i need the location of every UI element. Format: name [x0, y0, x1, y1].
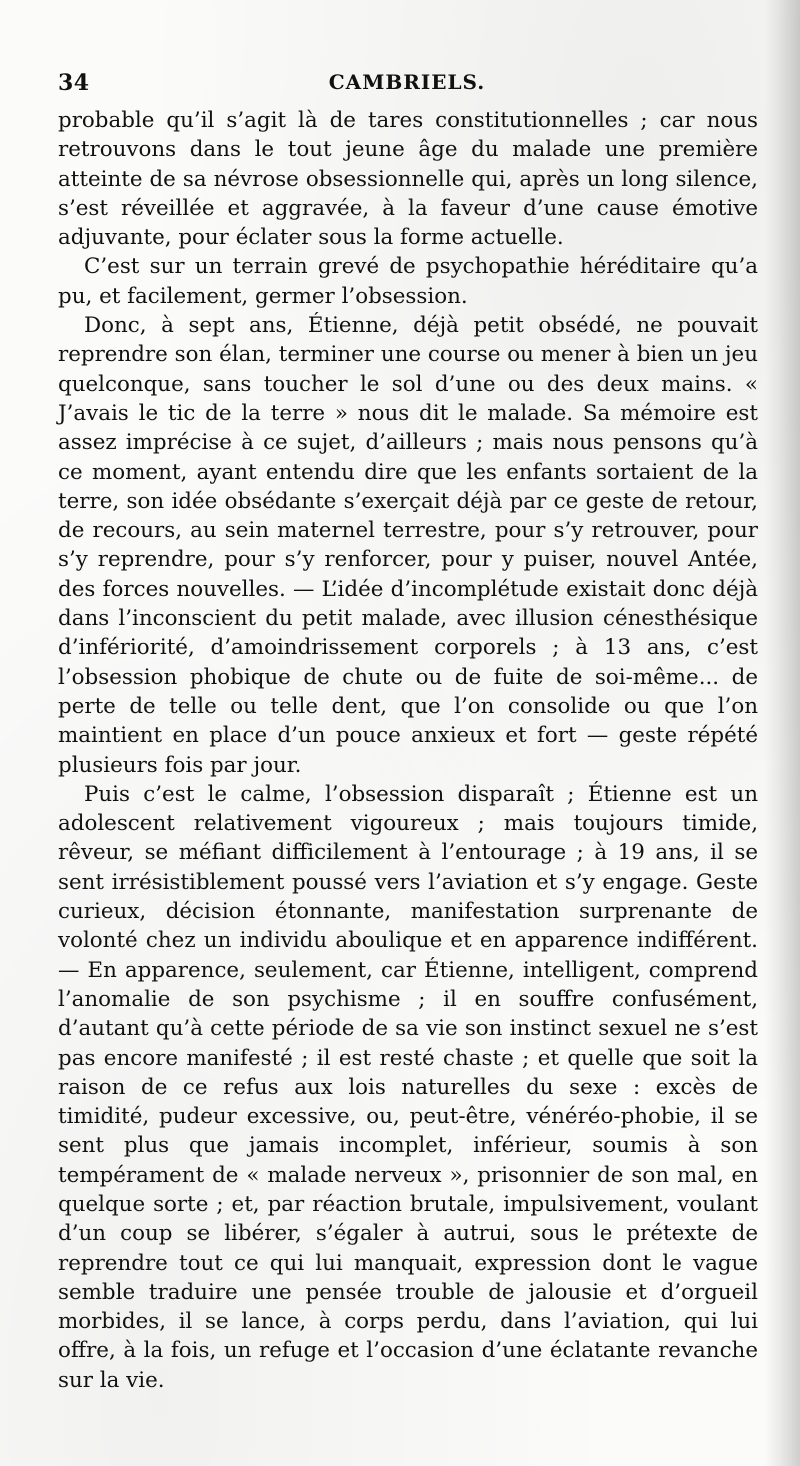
page-number: 34 — [58, 70, 90, 96]
page-edge-shadow — [764, 0, 800, 1466]
page-header — [58, 70, 756, 100]
body-text — [58, 106, 758, 1395]
paragraph: Donc, à sept ans, Étienne, déjà petit obsédé, ne pouvait reprendre son élan, terminer une course ou mener à bien un jeu quelconque, sans toucher le sol d’une ou des deux mains. « J’avais le tic de la terre » nous dit le malade. Sa mémoire est assez imprécise à ce sujet, d’ailleurs ; mais nous pensons qu’à ce moment, ayant entendu dire que les enfants sortaient de la terre, son idée obsédante s’exerçait déjà par ce geste de retour, de recours, au sein maternel terrestre, pour s’y retrouver, pour s’y reprendre, pour s’y renforcer, pour y puiser, nouvel Antée, des forces nouvelles. — L’idée d’incomplétude existait donc déjà dans l’inconscient du petit malade, avec illusion cénesthésique d’infériorité, d’amoindrissement corporels ; à 13 ans, c’est l’obsession phobique de chute ou de fuite de soi-même... de perte de telle ou telle dent, que l’on consolide ou que l’on maintient en place d’un pouce anxieux et fort — geste répété plusieurs fois par jour. — [58, 313, 758, 778]
running-head: CAMBRIELS. — [328, 70, 486, 94]
paragraph: C’est sur un terrain grevé de psychopathie héréditaire qu’a pu, et facilement, germer l’obsession. — [58, 254, 758, 309]
paragraph: Puis c’est le calme, l’obsession disparaît ; Étienne est un adolescent relativement vigoureux ; mais toujours timide, rêveur, se méfiant difficilement à l’entourage ; à 19 ans, il se sent irrésistiblement poussé vers l’aviation et s’y engage. Geste curieux, décision étonnante, manifestation surprenante de volonté chez un individu aboulique et en apparence indifférent. — En apparence, seulement, car Étienne, intelligent, comprend l’anomalie de son psychisme ; il en souffre confusément, d’autant qu’à cette période de sa vie son instinct sexuel ne s’est pas encore manifesté ; il est resté chaste ; et quelle que soit la raison de ce refus aux lois naturelles du sexe : excès de timidité, pudeur excessive, ou, peut-être, vénéréo-phobie, il se sent plus que jamais incomplet, inférieur, soumis à son tempérament de « malade nerveux », prisonnier de son mal, en quelque sorte ; et, par réaction brutale, impulsivement, voulant d’un coup se libérer, s’égaler à autrui, sous le prétexte de reprendre tout ce qui lui manquait, expression dont le vague semble traduire une pensée trouble de jalousie et d’orgueil morbides, il se lance, à corps perdu, dans l’aviation, qui lui offre, à la fois, un refuge et l’occasion d’une éclatante revanche sur la vie. — [58, 781, 758, 1393]
paragraph-continuation: probable qu’il s’agit là de tares constitutionnelles ; car nous retrouvons dans le tout jeune âge du malade une première atteinte de sa névrose obsessionnelle qui, après un long silence, s’est réveillée et aggravée, à la faveur d’une cause émotive adjuvante, pour éclater sous la forme actuelle. — [58, 108, 758, 251]
